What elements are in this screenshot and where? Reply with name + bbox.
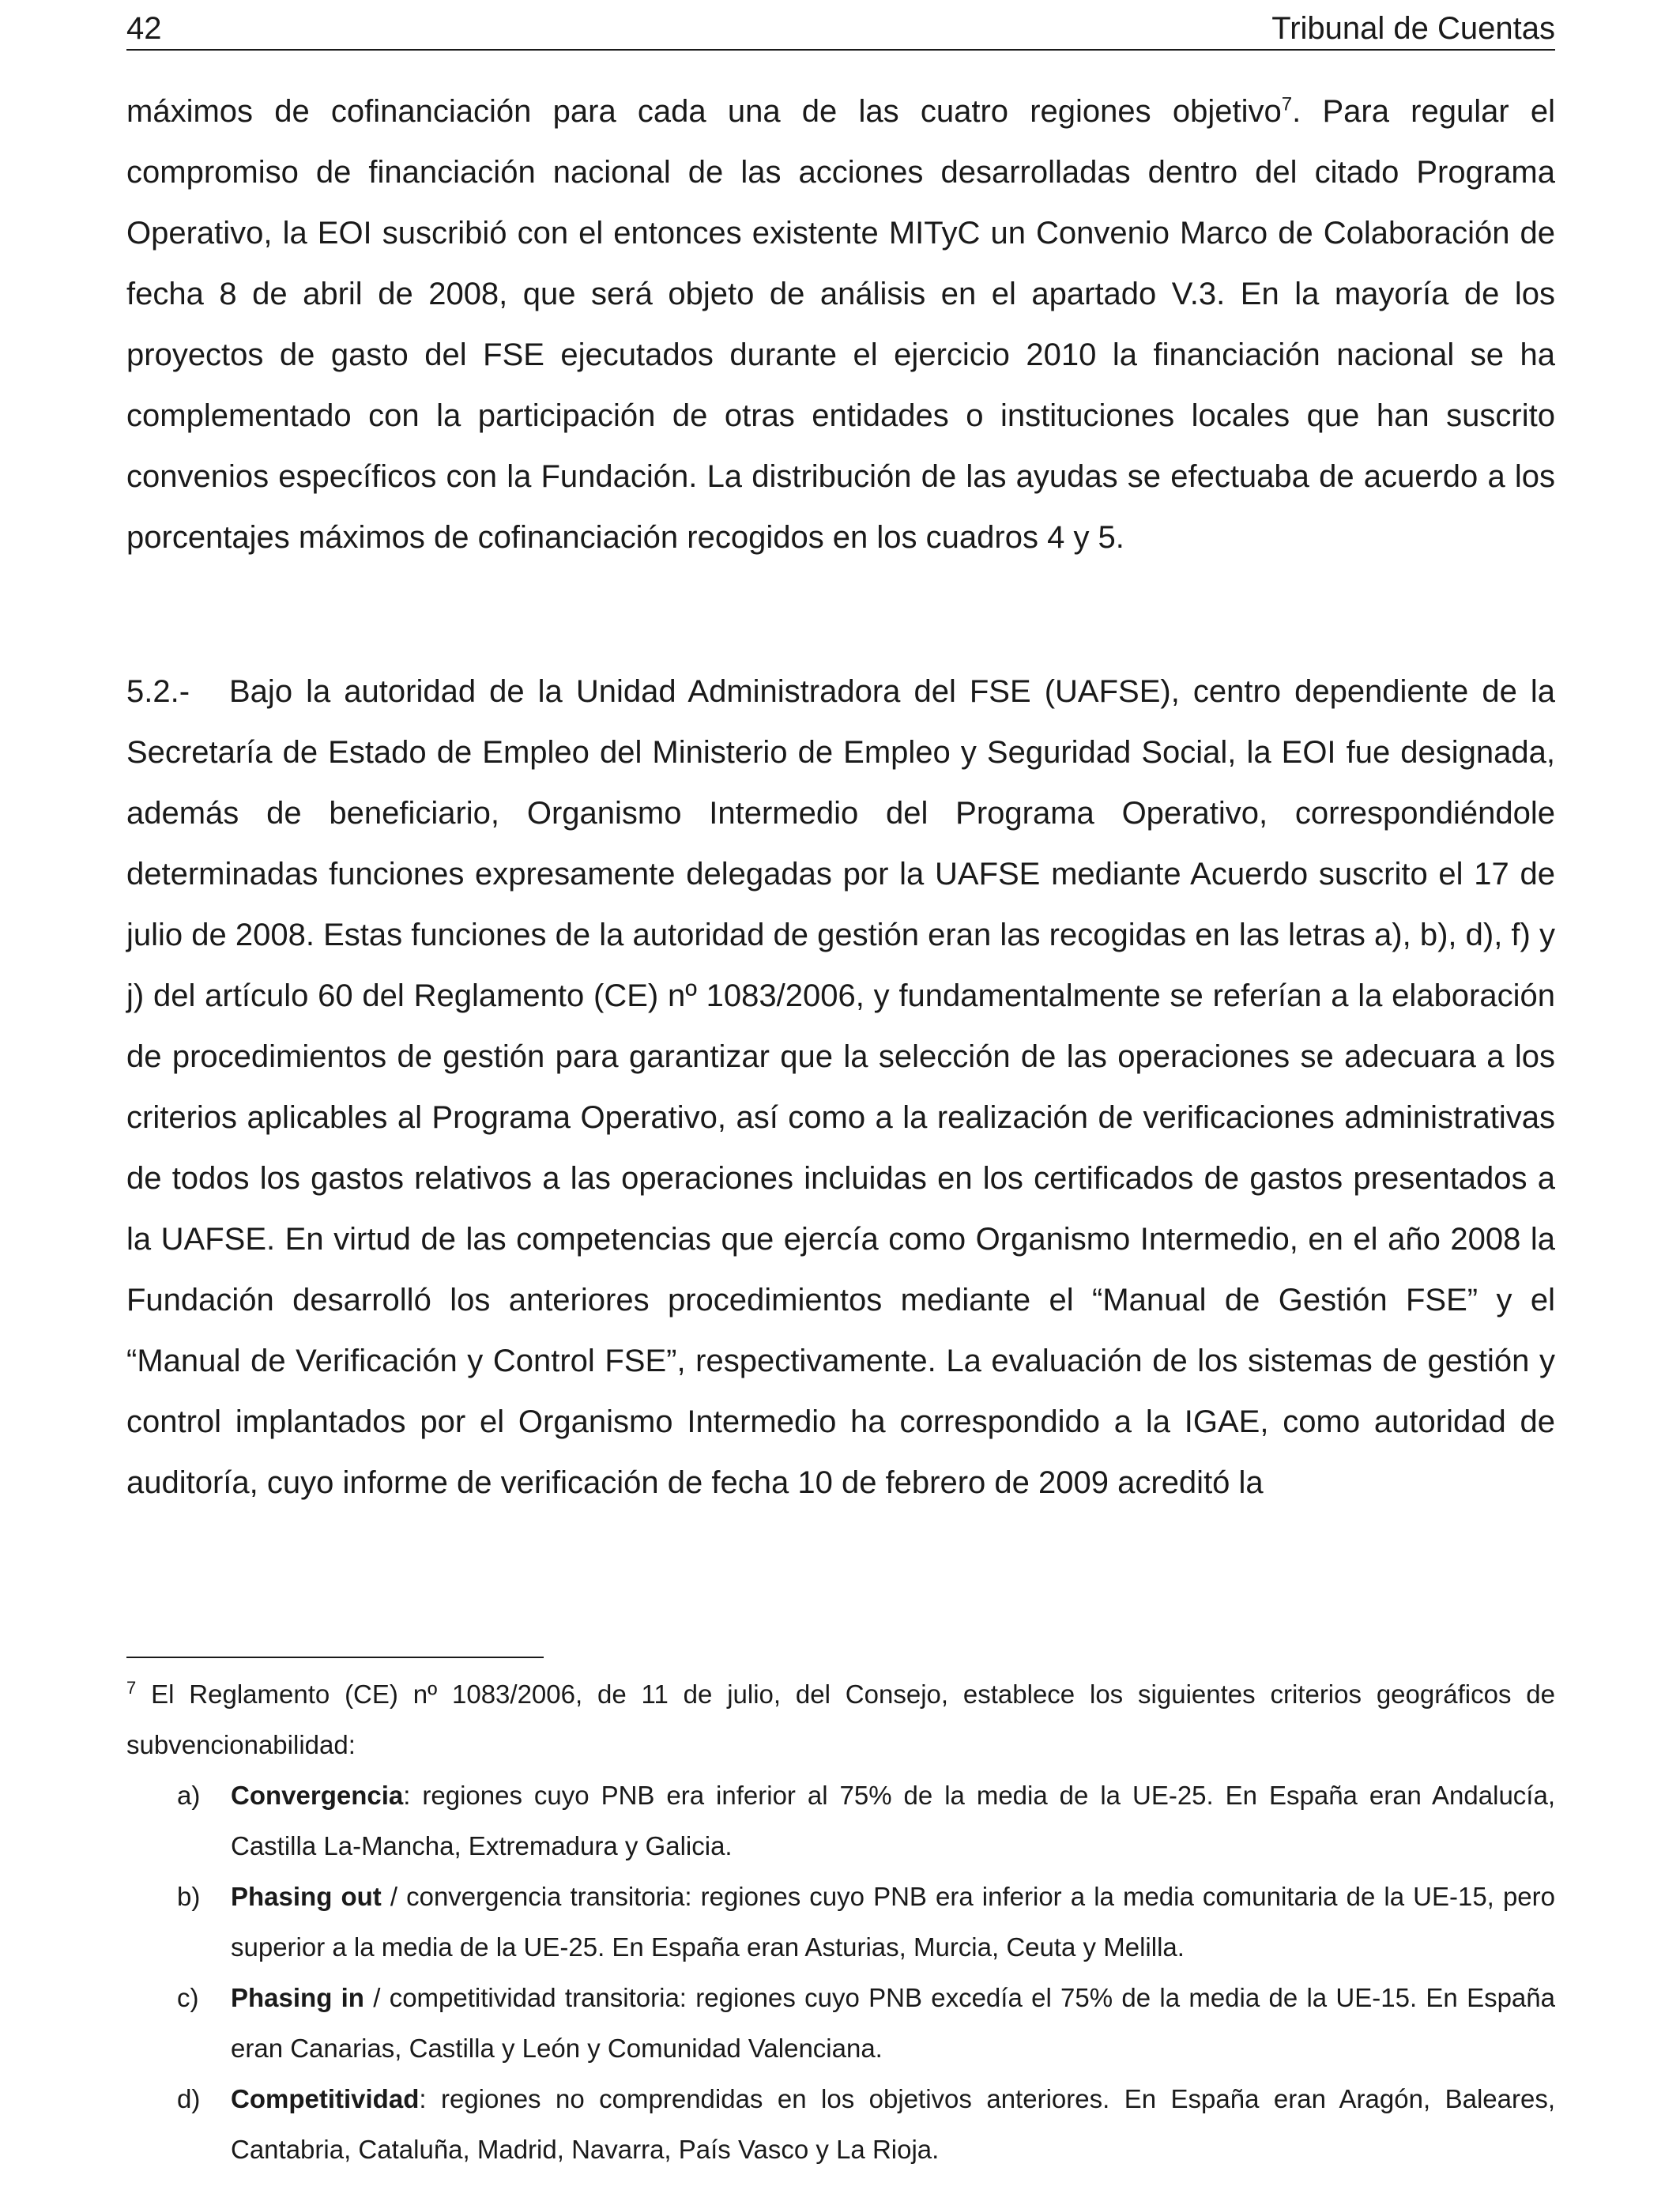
- item-term: Competitividad: [231, 2084, 420, 2113]
- footnote-item-phasing-out: [126, 1872, 1555, 1973]
- item-letter: d): [177, 2084, 201, 2113]
- paragraph-5-2-text: Bajo la autoridad de la Unidad Administradora del FSE (UAFSE), centro dependiente de la Secretaría de Estado de Empleo del Ministerio de Empleo y Seguridad Social, la EOI fue designada, además de beneficiario, Organismo Intermedio del Programa Operativo, correspondiéndole determinadas funciones expresamente delegadas por la UAFSE mediante Acuerdo suscrito el 17 de julio de 2008. Estas funciones de la autoridad de gestión eran las recogidas en las letras a), b), d), f) y j) del artículo 60 del Reglamento (CE) nº 1083/2006, y fundamentalmente se referían a la elaboración de procedimientos de gestión para garantizar que la selección de las operaciones se adecuara a los criterios aplicables al Programa Operativo, así como a la realización de verificaciones administrativas de todos los gastos relativos a las operaciones incluidas en los certificados de gastos presentados a la UAFSE. En virtud de las competencias que ejercía como Organismo Intermedio, en el año 2008 la Fundación desarrolló los anteriores procedimientos mediante el “Manual de Gestión FSE” y el “Manual de Verificación y Control FSE”, respectivamente. La evaluación de los sistemas de gestión y control implantados por el Organismo Intermedio ha correspondido a la IGAE, como autoridad de auditoría, cuyo informe de verificación de fecha 10 de febrero de 2009 acreditó la: [126, 674, 1555, 1500]
- footnote-intro: [126, 1669, 1555, 1770]
- item-text: / competitividad transitoria: regiones cuyo PNB excedía el 75% de la media de la UE-15. En España eran Canarias, Castilla y León y Comunidad Valenciana.: [231, 1983, 1555, 2063]
- item-text: : regiones cuyo PNB era inferior al 75% de la media de la UE-25. En España eran Andalucía, Castilla La-Mancha, Extremadura y Galicia.: [231, 1781, 1555, 1860]
- document-page: [126, 0, 1555, 2194]
- header-title: Tribunal de Cuentas: [1271, 11, 1555, 46]
- item-text: : regiones no comprendidas en los objetivos anteriores. En España eran Aragón, Baleares, Cantabria, Cataluña, Madrid, Navarra, País Vasco y La Rioja.: [231, 2084, 1555, 2164]
- footnote-separator: [126, 1657, 544, 1658]
- footnote-intro-text: El Reglamento (CE) nº 1083/2006, de 11 de julio, del Consejo, establece los siguientes criterios geográficos de subvencionabilidad:: [126, 1679, 1555, 1759]
- paragraph-5-2: [126, 662, 1555, 1514]
- footnote-7: [126, 1669, 1555, 2175]
- item-letter: b): [177, 1882, 201, 1911]
- paragraph-1: [126, 81, 1555, 568]
- item-term: Phasing out: [231, 1882, 382, 1911]
- footnote-mark: 7: [126, 1678, 137, 1698]
- footnote-item-phasing-in: [126, 1973, 1555, 2074]
- item-term: Convergencia: [231, 1781, 404, 1810]
- footnote-reference-7[interactable]: 7: [1281, 93, 1293, 115]
- item-text: / convergencia transitoria: regiones cuyo PNB era inferior a la media comunitaria de la UE-15, pero superior a la media de la UE-25. En España eran Asturias, Murcia, Ceuta y Melilla.: [231, 1882, 1555, 1962]
- paragraph-1-text-start: máximos de cofinanciación para cada una de las cuatro regiones objetivo: [126, 94, 1282, 129]
- section-number: 5.2.-: [126, 674, 190, 709]
- item-letter: a): [177, 1781, 201, 1810]
- page-number: 42: [126, 11, 162, 46]
- footnote-item-competitividad: [126, 2074, 1555, 2175]
- footnote-list: [126, 1770, 1555, 2175]
- footnote-item-convergencia: [126, 1770, 1555, 1872]
- page-header: [126, 8, 1555, 51]
- item-term: Phasing in: [231, 1983, 364, 2012]
- item-letter: c): [177, 1983, 199, 2012]
- paragraph-1-text-end: . Para regular el compromiso de financiación nacional de las acciones desarrolladas dentro del citado Programa Operativo, la EOI suscribió con el entonces existente MITyC un Convenio Marco de Colaboración de fecha 8 de abril de 2008, que será objeto de análisis en el apartado V.3. En la mayoría de los proyectos de gasto del FSE ejecutados durante el ejercicio 2010 la financiación nacional se ha complementado con la participación de otras entidades o instituciones locales que han suscrito convenios específicos con la Fundación. La distribución de las ayudas se efectuaba de acuerdo a los porcentajes máximos de cofinanciación recogidos en los cuadros 4 y 5.: [126, 94, 1556, 555]
